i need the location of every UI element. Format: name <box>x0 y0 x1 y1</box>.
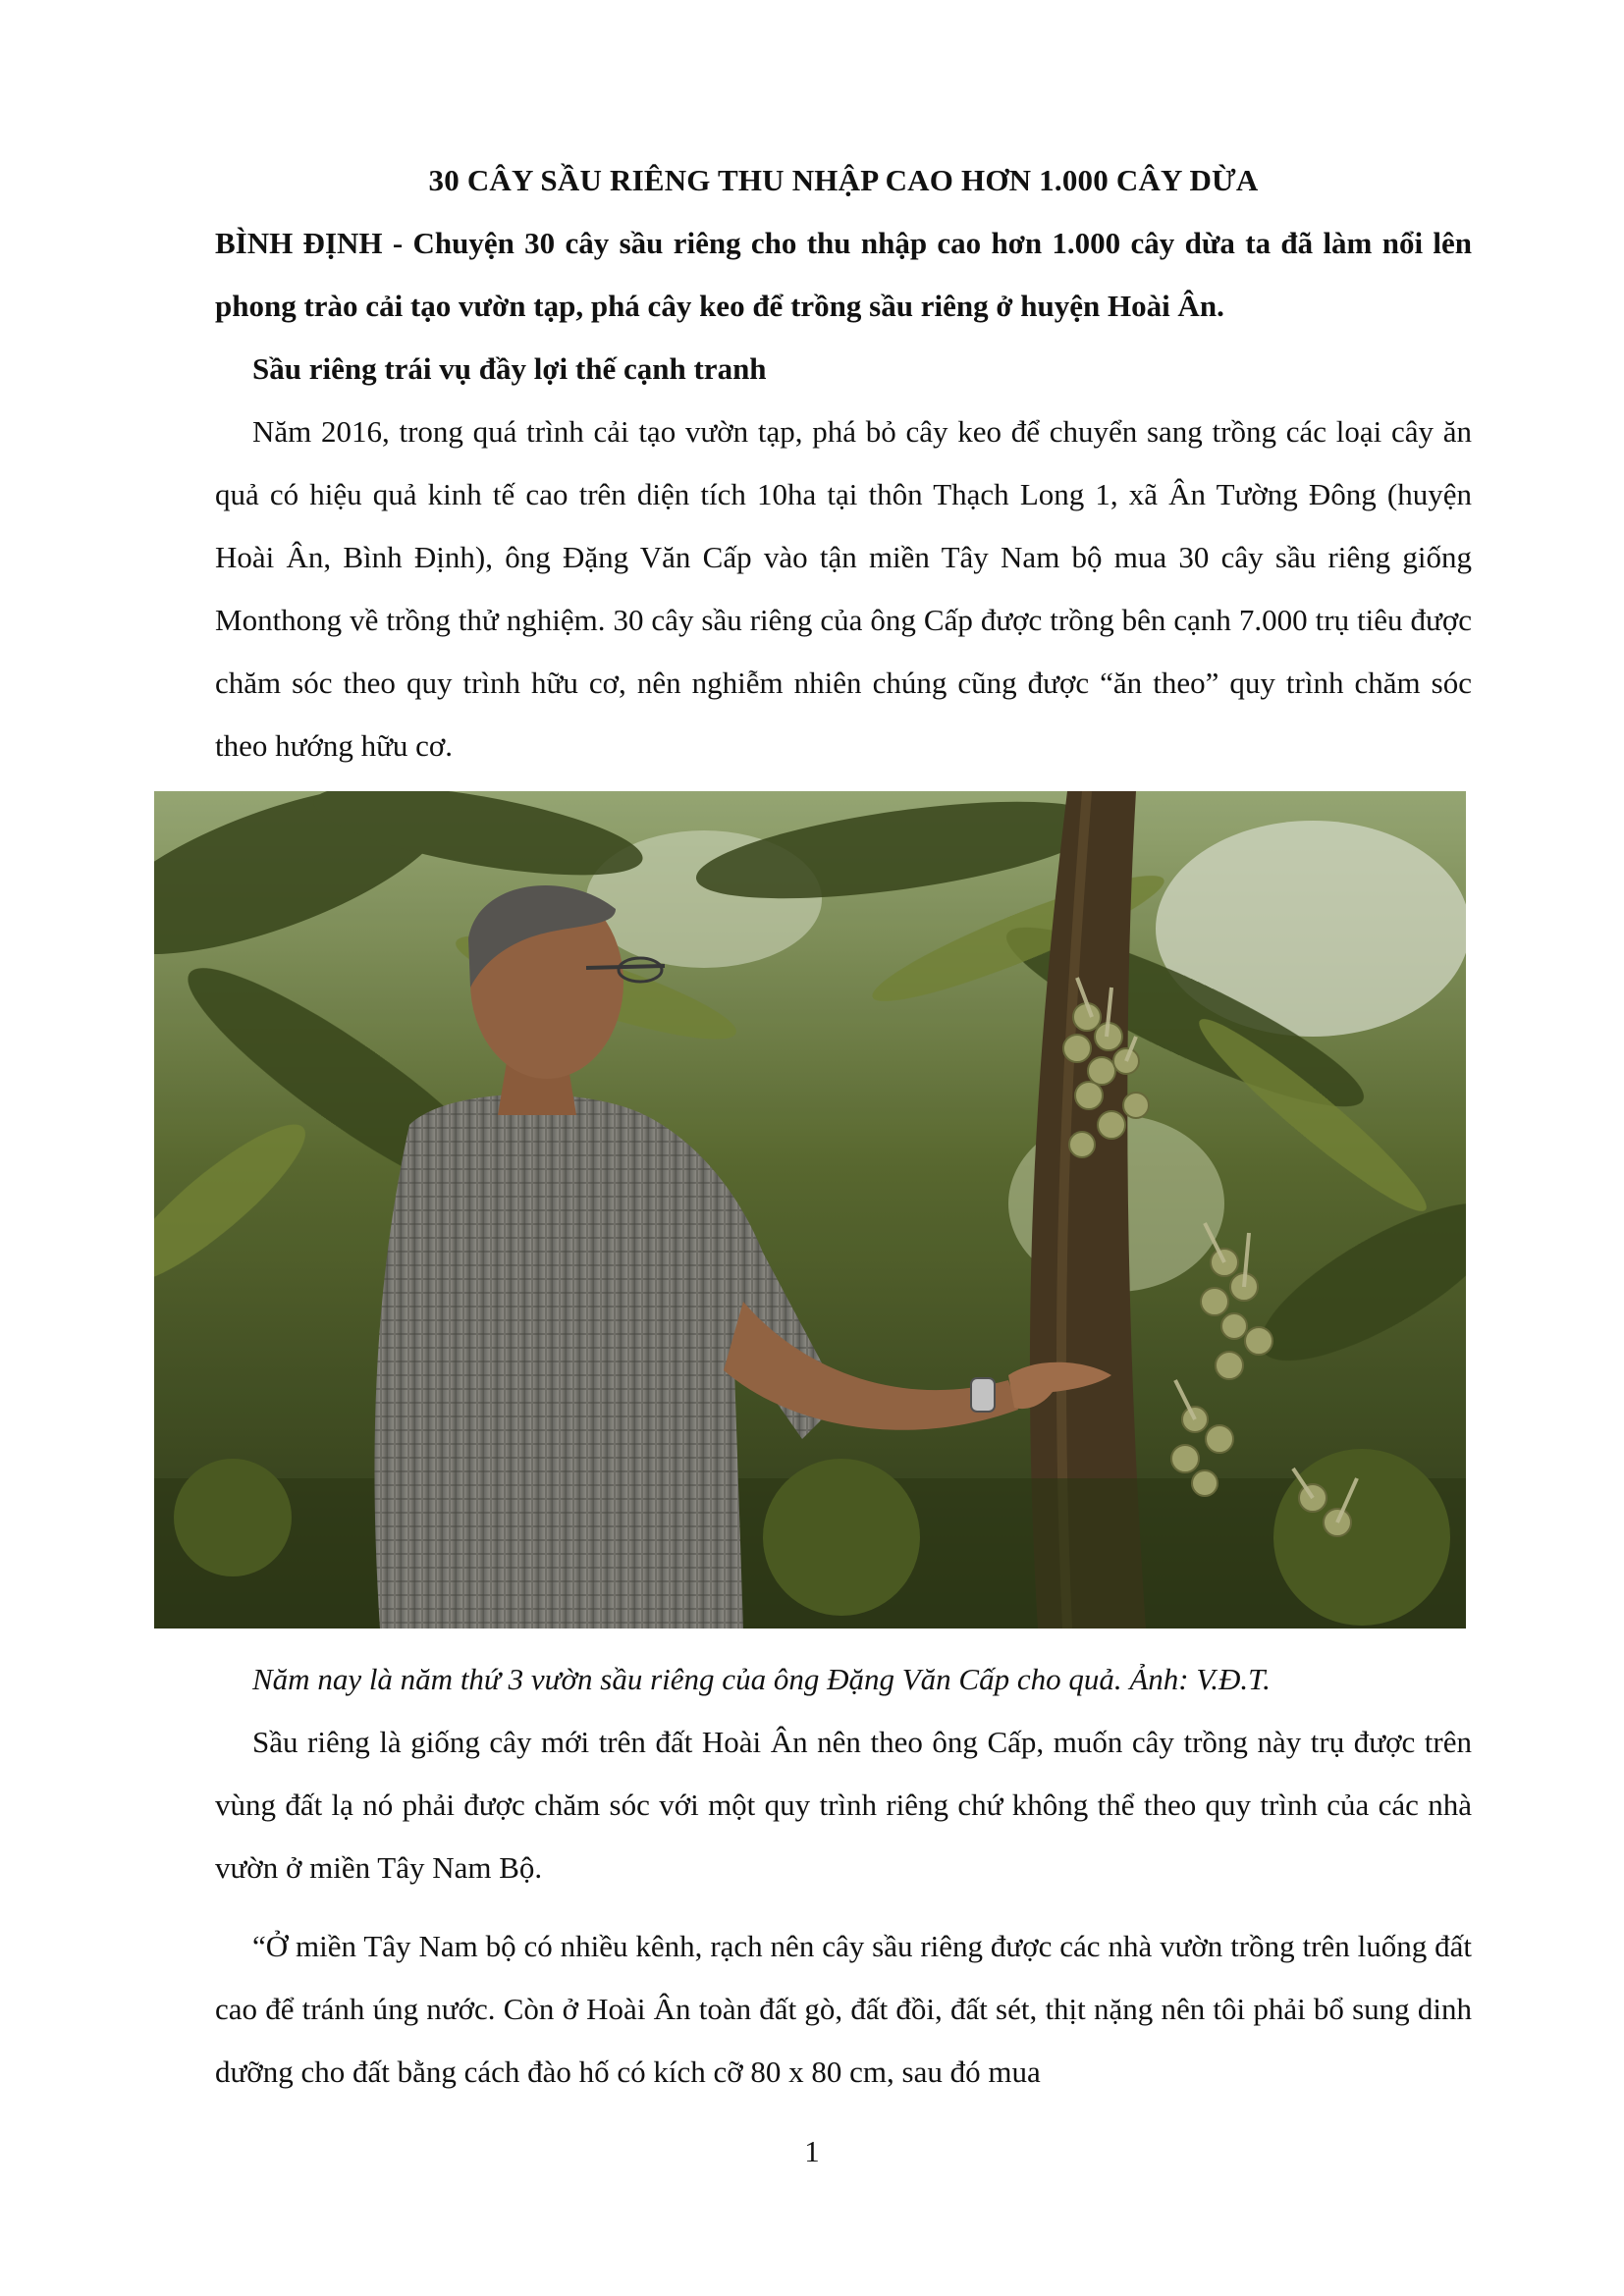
article-photo <box>154 791 1466 1629</box>
document-body <box>215 149 1472 2104</box>
article-title: 30 CÂY SẦU RIÊNG THU NHẬP CAO HƠN 1.000 CÂY DỪA <box>428 163 1259 197</box>
page-number: 1 <box>804 2134 820 2168</box>
paragraph-3: “Ở miền Tây Nam bộ có nhiều kênh, rạch nên cây sầu riêng được các nhà vườn trồng trên luống đất cao để tránh úng nước. Còn ở Hoài Ân toàn đất gò, đất đồi, đất sét, thịt nặng nên tôi phải bổ sung dinh dưỡng cho đất bằng cách đào hố có kích cỡ 80 x 80 cm, sau đó mua <box>215 1929 1472 2089</box>
article-lead: BÌNH ĐỊNH - Chuyện 30 cây sầu riêng cho thu nhập cao hơn 1.000 cây dừa ta đã làm nổi lên phong trào cải tạo vườn tạp, phá cây keo để trồng sầu riêng ở huyện Hoài Ân. <box>215 226 1472 323</box>
section-heading: Sầu riêng trái vụ đầy lợi thế cạnh tranh <box>252 351 767 386</box>
paragraph-1: Năm 2016, trong quá trình cải tạo vườn tạp, phá bỏ cây keo để chuyển sang trồng các loại cây ăn quả có hiệu quả kinh tế cao trên diện tích 10ha tại thôn Thạch Long 1, xã Ân Tường Đông (huyện Hoài Ân, Bình Định), ông Đặng Văn Cấp vào tận miền Tây Nam bộ mua 30 cây sầu riêng giống Monthong về trồng thử nghiệm. 30 cây sầu riêng của ông Cấp được trồng bên cạnh 7.000 trụ tiêu được chăm sóc theo quy trình hữu cơ, nên nghiễm nhiên chúng cũng được “ăn theo” quy trình chăm sóc theo hướng hữu cơ. <box>215 414 1472 763</box>
durian-farmer-photo <box>154 791 1466 1629</box>
photo-caption: Năm nay là năm thứ 3 vườn sầu riêng của ông Đặng Văn Cấp cho quả. Ảnh: V.Đ.T. <box>252 1662 1271 1696</box>
paragraph-2: Sầu riêng là giống cây mới trên đất Hoài Ân nên theo ông Cấp, muốn cây trồng này trụ được trên vùng đất lạ nó phải được chăm sóc với một quy trình riêng chứ không thể theo quy trình của các nhà vườn ở miền Tây Nam Bộ. <box>215 1725 1472 1885</box>
